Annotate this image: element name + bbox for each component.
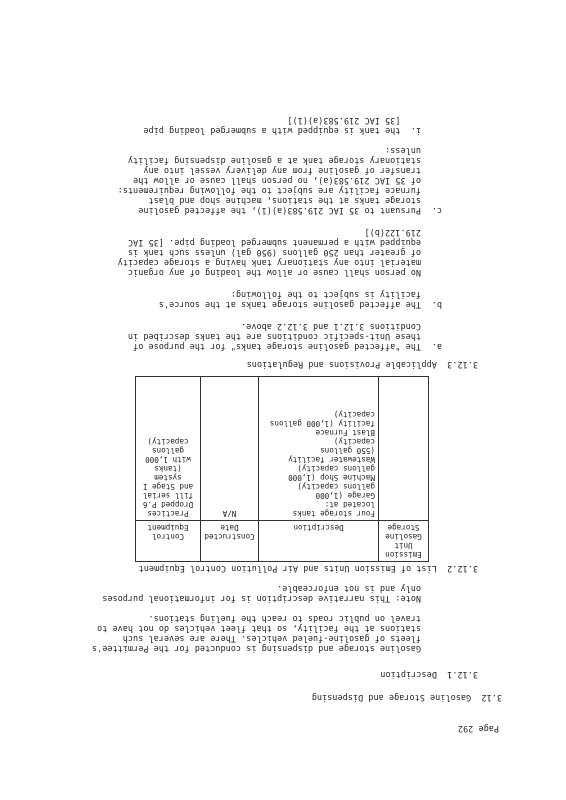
subsection-heading-applicable: [247, 360, 478, 370]
item-label: b.: [431, 300, 442, 310]
item-line: The affected gasoline storage tanks at the source's: [158, 300, 421, 310]
page-label: Page 292: [457, 724, 499, 734]
item-line: storage tanks at the stations, machine shop and blast: [148, 196, 421, 206]
subsection-number: 3.12.3: [447, 360, 478, 370]
section-title: Gasoline Storage and Dispensing: [311, 693, 472, 703]
item-label: c.: [431, 206, 442, 216]
note-line: only and is not enforceable.: [277, 584, 421, 594]
table-row: [136, 377, 429, 521]
item-line: 219.122(b)]: [364, 228, 421, 238]
item-line: The "affected gasoline storage tanks" for the purpose of: [133, 342, 421, 352]
item-line: these Unit-specific conditions are the tanks described in: [127, 332, 421, 342]
section-heading: [312, 693, 502, 703]
item-line: unless:: [385, 146, 421, 156]
table-cell-control: Practices Dropped P.6 fill serial and Stage I system (tanks with 1,000 gallons capacity): [136, 377, 201, 521]
section-number: 3.12: [481, 693, 502, 703]
item-line: No person shall cause or allow the loading of any organic: [127, 268, 421, 278]
subsection-heading-emission-units: [139, 564, 478, 574]
subsection-title: Description: [380, 670, 437, 680]
item-line: furnace facility are subject to the following requirements:: [117, 186, 421, 196]
item-line: of 35 IAC 219.583(a), no person shall cause or allow the: [133, 176, 421, 186]
note-line: Note: This narrative description is for informational purposes: [102, 594, 421, 604]
paragraph-line: fleets of gasoline-fueled vehicles. There are several such: [122, 634, 421, 644]
subsection-number: 3.12.1: [447, 670, 478, 680]
item-line: facility is subject to the following:: [230, 290, 421, 300]
item-line: material into any stationary tank having a storage capacity: [117, 258, 421, 268]
item-label: a.: [431, 342, 442, 352]
item-line: stationary storage tank at a gasoline dispensing facility: [127, 156, 421, 166]
paragraph-line: travel on public roads to reach the fueling stations.: [148, 614, 421, 624]
paragraph-line: Gasoline storage and dispensing is conducted for the Permittee's: [91, 644, 421, 654]
item-line: i. the tank is equipped with a submerged loading pipe: [143, 126, 421, 136]
item-line: Pursuant to 35 IAC 219.583(a)(1), the affected gasoline: [138, 206, 421, 216]
item-line: equipped with a permanent submerged loading pipe. [35 IAC: [127, 238, 421, 248]
item-line: transfer of gasoline from any delivery vessel into any: [143, 166, 421, 176]
table-cell-constructed: N/A: [201, 377, 259, 521]
subsection-title: Applicable Provisions and Regulations: [246, 360, 437, 370]
item-line: [35 IAC 219.583(a)(1)]: [287, 116, 421, 126]
paragraph-line: stations at the facility, so that fleet vehicles do not have to: [97, 624, 421, 634]
subsection-title: List of Emission Units and Air Pollution Control Equipment: [138, 564, 437, 574]
item-line: of greater than 250 gallons (950 gal) unless such tank is: [127, 248, 421, 258]
table-header-row: [136, 521, 429, 562]
emission-units-table: [136, 376, 429, 562]
column-header: Description: [259, 521, 379, 562]
subsection-heading-description: [380, 670, 478, 680]
table-cell-description: Four storage tanks located at: Garage (1,000 gallons capacity) Machine Shop (1,000 gallons capacity) Wastewater facility (550 gallons capacity) Blast Furnace facility (1,000 gallons capacity): [259, 377, 379, 521]
column-header: Emission Unit Gasoline Storage: [379, 521, 429, 562]
column-header: Control Equipment: [136, 521, 201, 562]
column-header: Constructed Date: [201, 521, 259, 562]
table-cell-unit: [379, 377, 429, 521]
item-line: Conditions 3.12.1 and 3.12.2 above.: [241, 322, 421, 332]
subsection-number: 3.12.2: [447, 564, 478, 574]
